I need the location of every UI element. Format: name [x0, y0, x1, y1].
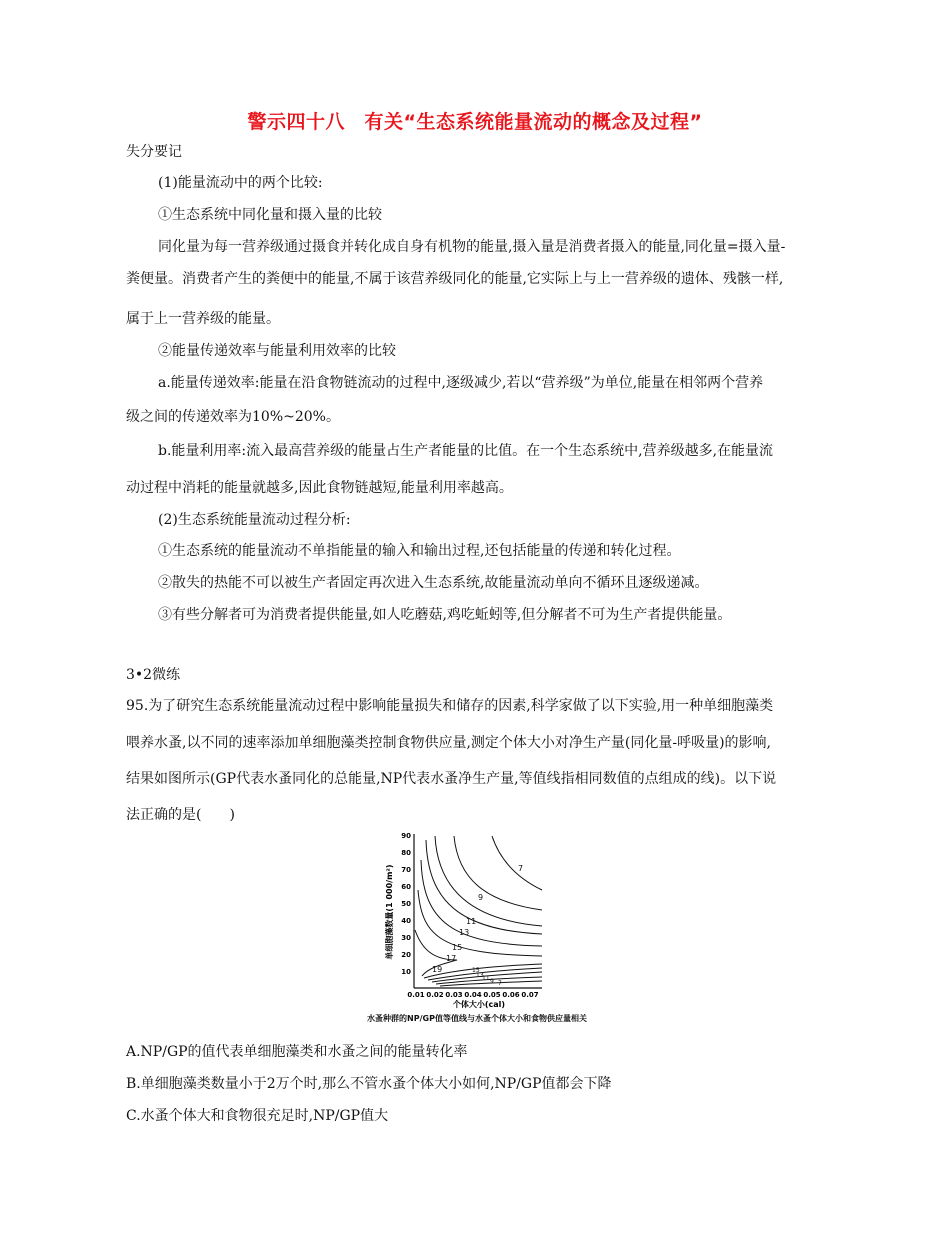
- x-tick-label: 0.01: [407, 991, 425, 999]
- question-line: 95.为了研究生态系统能量流动过程中影响能量损失和储存的因素,科学家做了以下实验,用一种单细胞藻类: [126, 698, 774, 714]
- contour-label: 7: [518, 864, 524, 873]
- contour-label: 19: [432, 965, 443, 974]
- contour-label: 15: [472, 967, 480, 974]
- x-axis-label: 个体大小(cal): [452, 1000, 506, 1009]
- x-tick-label: 0.03: [445, 991, 463, 999]
- contour-label: 15: [452, 943, 463, 952]
- contour-label: 11: [482, 975, 490, 982]
- paragraph-line: (1)能量流动中的两个比较:: [158, 175, 323, 191]
- option-c: C.水蚤个体大和食物很充足时,NP/GP值大: [126, 1108, 389, 1124]
- y-tick-label: 10: [401, 968, 411, 976]
- paragraph-line: ②散失的热能不可以被生产者固定再次进入生态系统,故能量流动单向不循环且逐级递减。: [158, 575, 709, 591]
- practice-heading: 3•2微练: [126, 667, 181, 683]
- paragraph-line: 动过程中消耗的能量就越多,因此食物链越短,能量利用率越高。: [126, 480, 513, 496]
- paragraph-line: b.能量利用率:流入最高营养级的能量占生产者能量的比值。在一个生态系统中,营养级越多,在能量流: [158, 443, 774, 459]
- question-line: 法正确的是( ): [126, 807, 235, 823]
- x-tick-label: 0.02: [426, 991, 444, 999]
- paragraph-line: ③有些分解者可为消费者提供能量,如人吃蘑菇,鸡吃蚯蚓等,但分解者不可为生产者提供能量。: [158, 607, 732, 623]
- contour-labels: [432, 864, 523, 987]
- y-tick-label: 90: [401, 832, 411, 840]
- paragraph-line: ②能量传递效率与能量利用效率的比较: [158, 343, 396, 359]
- x-tick-label: 0.07: [521, 991, 539, 999]
- contour-label: 13: [459, 928, 470, 937]
- paragraph-line: 粪便量。消费者产生的粪便中的能量,不属于该营养级同化的能量,它实际上与上一营养级的遗体、残骸一样,: [126, 271, 784, 287]
- option-a: A.NP/GP的值代表单细胞藻类和水蚤之间的能量转化率: [126, 1044, 468, 1060]
- y-tick-label: 30: [401, 934, 411, 942]
- paragraph-line: 同化量为每一营养级通过摄食并转化成自身有机物的能量,摄入量是消费者摄入的能量,同化量=摄入量-: [158, 239, 786, 255]
- contour-label: 9: [490, 978, 494, 985]
- x-tick-label: 0.06: [502, 991, 520, 999]
- paragraph-line: 级之间的传递效率为10%~20%。: [126, 409, 340, 425]
- option-b: B.单细胞藻类数量小于2万个时,那么不管水蚤个体大小如何,NP/GP值都会下降: [126, 1076, 612, 1092]
- paragraph-line: (2)生态系统能量流动过程分析:: [158, 512, 351, 528]
- x-tick-label: 0.04: [464, 991, 482, 999]
- paragraph-line: ①生态系统中同化量和摄入量的比较: [158, 207, 382, 223]
- x-tick-label: 0.05: [483, 991, 501, 999]
- contour-label: 7: [498, 980, 502, 987]
- y-tick-label: 60: [401, 883, 411, 891]
- y-tick-label: 40: [401, 917, 411, 925]
- paragraph-line: a.能量传递效率:能量在沿食物链流动的过程中,逐级减少,若以“营养级”为单位,能量在相邻两个营养: [158, 375, 764, 391]
- contour-label: 9: [478, 893, 484, 902]
- y-axis-label: 单细胞藻数量(1 000/m²): [385, 864, 394, 960]
- contour-line-7: [492, 836, 542, 890]
- y-tick-label: 50: [401, 900, 411, 908]
- figure-caption: 水蚤种群的NP/GP值等值线与水蚤个体大小和食物供应量相关: [367, 1014, 587, 1023]
- y-tick-label: 20: [401, 951, 411, 959]
- question-line: 结果如图所示(GP代表水蚤同化的总能量,NP代表水蚤净生产量,等值线指相同数值的点组成的线)。以下说: [126, 771, 777, 787]
- y-tick-label: 70: [401, 866, 411, 874]
- contour-lines: [415, 836, 542, 986]
- contour-figure: [342, 830, 612, 1030]
- page-title: 警示四十八 有关“生态系统能量流动的概念及过程”: [247, 111, 703, 133]
- y-ticks: [401, 832, 411, 976]
- x-ticks: [407, 991, 538, 999]
- contour-label: 17: [446, 954, 457, 963]
- section-heading: 失分要记: [126, 144, 182, 160]
- paragraph-line: ①生态系统的能量流动不单指能量的输入和输出过程,还包括能量的传递和转化过程。: [158, 543, 681, 559]
- paragraph-line: 属于上一营养级的能量。: [126, 311, 280, 327]
- question-line: 喂养水蚤,以不同的速率添加单细胞藻类控制食物供应量,测定个体大小对净生产量(同化量-呼吸量)的影响,: [126, 735, 772, 751]
- contour-label: 11: [466, 917, 477, 926]
- contour-line-13: [426, 840, 542, 934]
- y-tick-label: 80: [401, 849, 411, 857]
- contour-label: 13: [476, 972, 484, 979]
- contour-line-9: [454, 836, 542, 910]
